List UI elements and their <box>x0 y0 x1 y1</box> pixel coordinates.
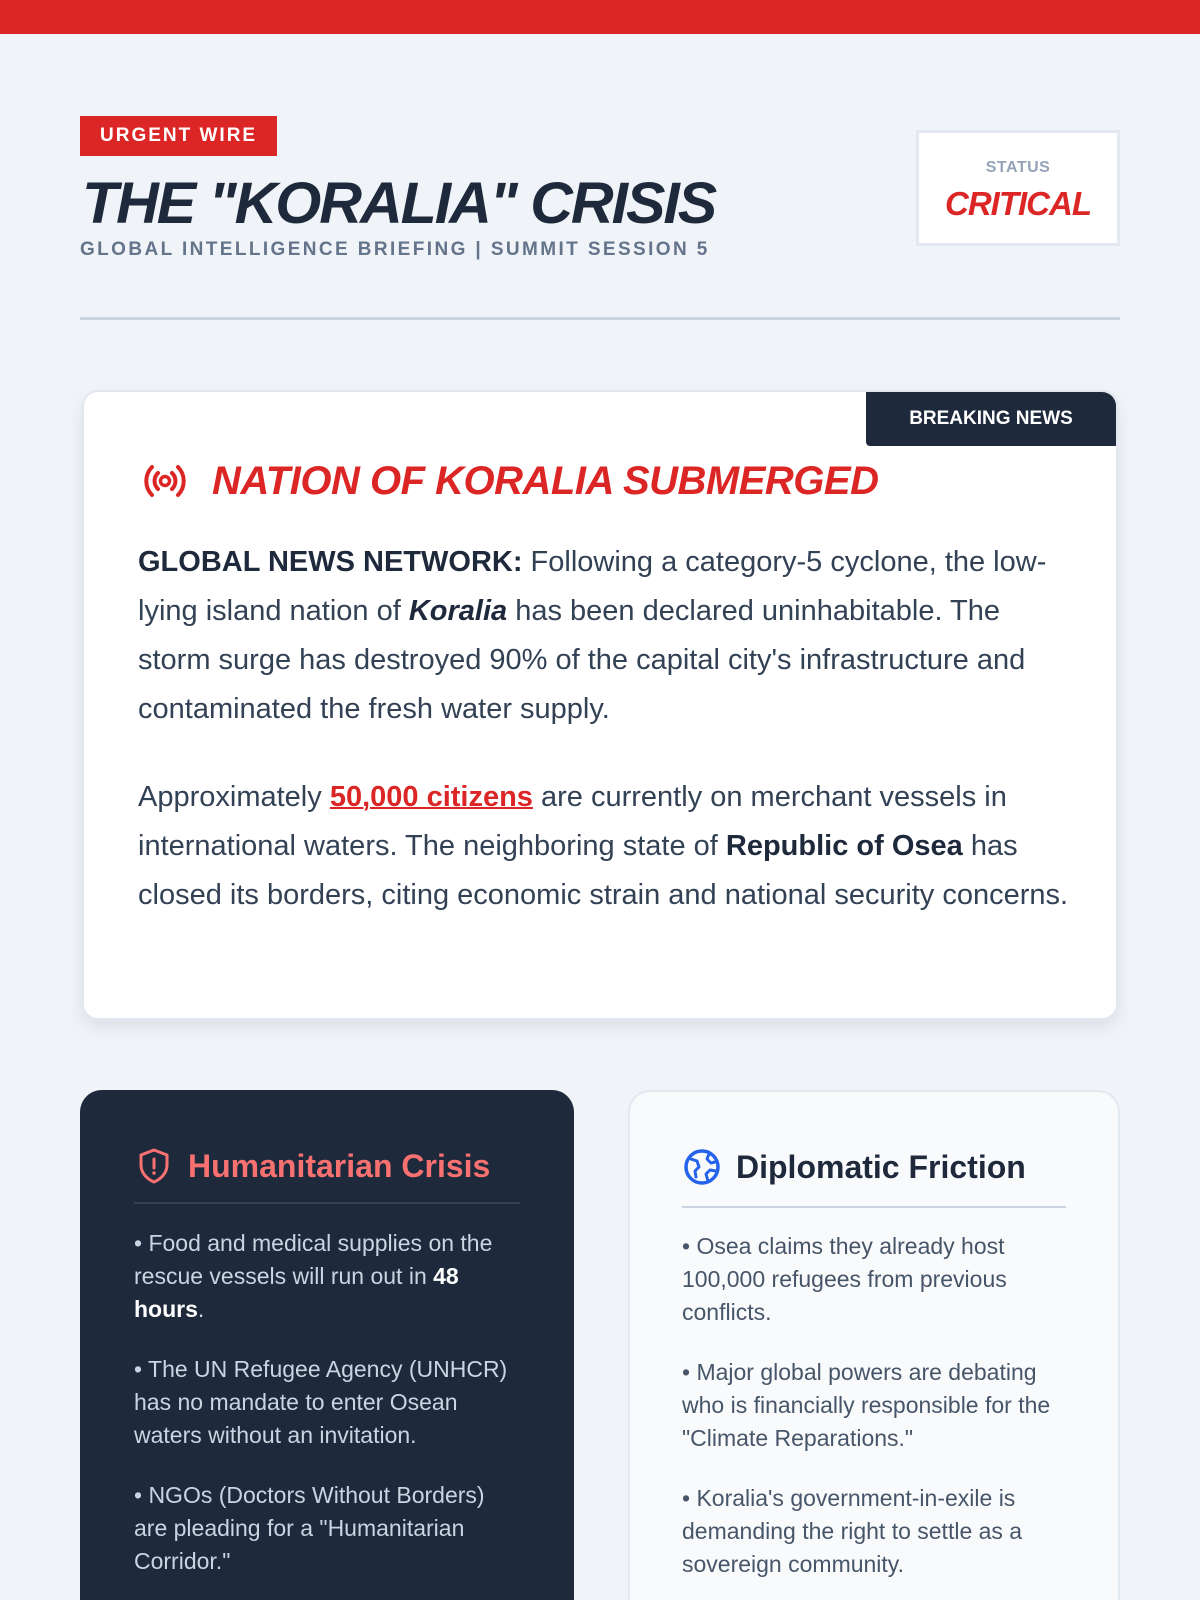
status-label: STATUS <box>985 159 1051 176</box>
diplomatic-panel <box>628 1090 1120 1600</box>
broadcast-icon <box>138 461 192 501</box>
header-divider <box>80 317 1120 320</box>
humanitarian-panel <box>80 1090 574 1600</box>
news-paragraph-1: GLOBAL NEWS NETWORK: Following a category-5 cyclone, the low-lying island nation of Koralia has been declared uninhabitable. The storm surge has destroyed 90% of the capital city's infrastructure and contaminated the fresh water supply. <box>138 546 1047 725</box>
list-item: • Major global powers are debating who is financially responsible for the "Climate Reparations." <box>682 1359 1051 1451</box>
citizens-count: 50,000 citizens <box>329 781 533 813</box>
humanitarian-header <box>134 1145 490 1187</box>
page-title: THE "KORALIA" CRISIS <box>82 171 716 236</box>
headline-row <box>138 452 878 510</box>
breaking-news-card <box>82 390 1118 1020</box>
list-item: • Osea claims they already host 100,000 refugees from previous conflicts. <box>682 1233 1007 1325</box>
list-item: • The UN Refugee Agency (UNHCR) has no mandate to enter Osean waters without an invitation. <box>134 1356 508 1448</box>
news-source: GLOBAL NEWS NETWORK: <box>138 546 523 578</box>
list-item: • Koralia's government-in-exile is demanding the right to settle as a sovereign community. <box>682 1485 1023 1577</box>
diplomatic-list <box>682 1230 1072 1600</box>
list-item: • NGOs (Doctors Without Borders) are pleading for a "Humanitarian Corridor." <box>134 1482 485 1574</box>
diplomatic-title: Diplomatic Friction <box>736 1148 1026 1185</box>
humanitarian-divider <box>134 1202 520 1204</box>
globe-icon <box>682 1147 722 1187</box>
neighbor-state: Republic of Osea <box>725 830 963 862</box>
humanitarian-title: Humanitarian Crisis <box>188 1147 491 1184</box>
diplomatic-header <box>682 1146 1026 1188</box>
status-value: CRITICAL <box>945 185 1091 222</box>
page-header <box>80 116 1120 266</box>
diplomatic-divider <box>682 1206 1066 1208</box>
top-accent-bar <box>0 0 1200 34</box>
news-headline: NATION OF KORALIA SUBMERGED <box>212 459 879 503</box>
humanitarian-list <box>134 1227 524 1600</box>
breaking-news-badge: BREAKING NEWS <box>866 392 1116 446</box>
list-item: • Food and medical supplies on the rescue vessels will run out in 48 hours. <box>134 1230 493 1322</box>
urgent-wire-tag: URGENT WIRE <box>80 116 277 156</box>
page-subtitle: GLOBAL INTELLIGENCE BRIEFING | SUMMIT SESSION 5 <box>80 239 710 260</box>
nation-name: Koralia <box>408 595 508 627</box>
status-box <box>916 130 1120 246</box>
news-paragraph-2: Approximately 50,000 citizens are currently on merchant vessels in international waters. The neighboring state of Republic of Osea has closed its borders, citing economic strain and national security concerns. <box>138 781 1069 911</box>
shield-alert-icon <box>134 1146 174 1186</box>
